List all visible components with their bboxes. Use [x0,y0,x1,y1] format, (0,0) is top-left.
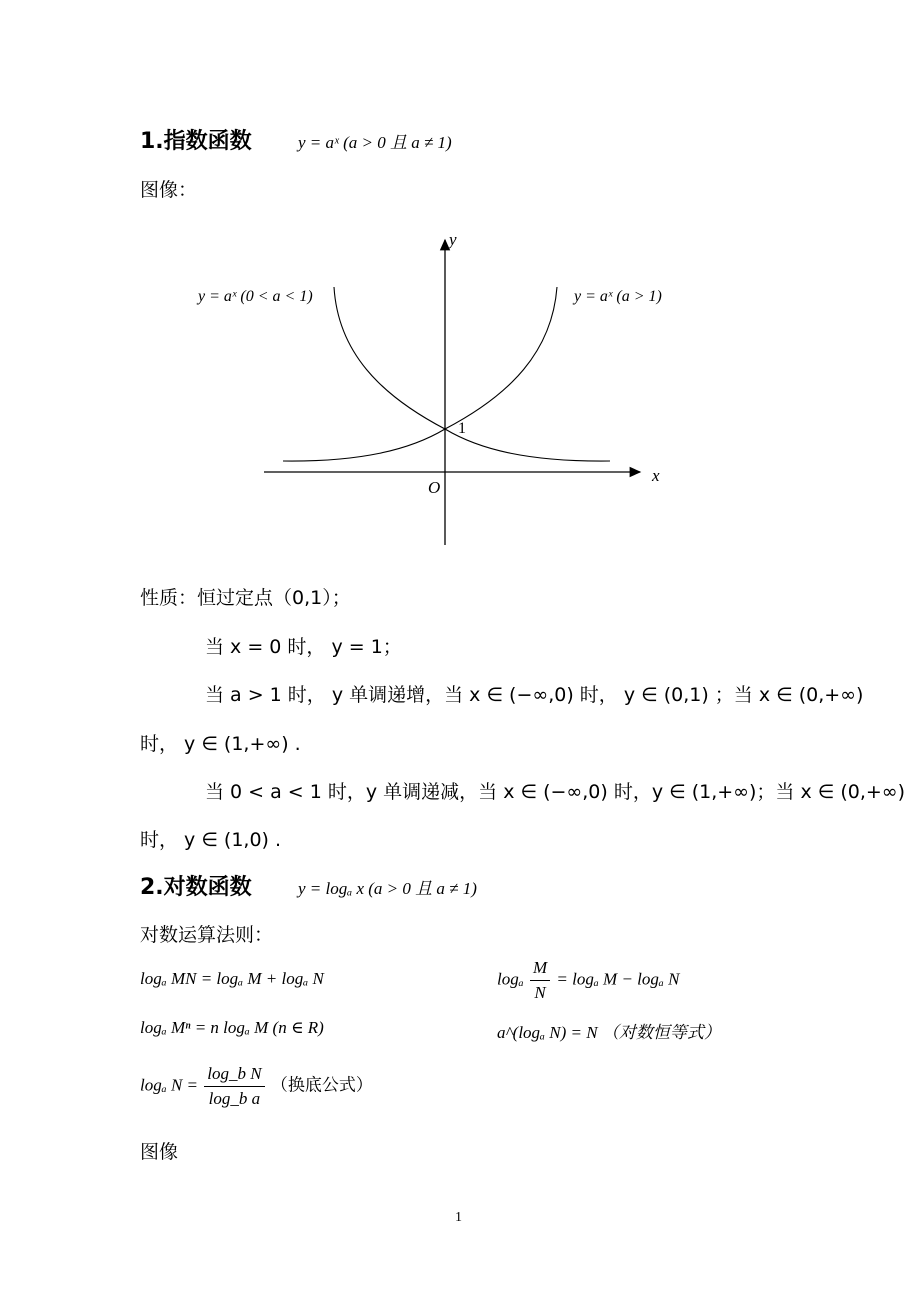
section2-heading: 2.对数函数 [140,875,252,900]
intercept-label: 1 [458,420,466,437]
rule-quotient-prefix: logₐ [497,969,524,989]
section2-formula: y = logₐ x (a > 0 且 a ≠ 1) [298,879,477,898]
rules-title: 对数运算法则： [140,924,274,946]
y-axis-label: y [449,230,457,249]
left-curve-label: y = aˣ (0 < a < 1) [198,288,313,305]
exponential-graph [0,0,920,560]
x-axis-label: x [652,466,660,485]
rule-base-numerator: log_b N [204,1062,264,1087]
section2-graph-caption: 图像 [140,1141,179,1163]
rule-identity: a^(logₐ N) = N （对数恒等式） [497,1023,721,1042]
property-line-5: 当 0 < a < 1 时，y 单调递减，当 x ∈ (−∞,0) 时，y ∈ (1,+∞)；当 x ∈ (0,+∞) [205,781,906,803]
rule-change-of-base [140,1062,373,1111]
rule-base-denominator: log_b a [208,1089,261,1108]
curve-a-greater-than-1 [283,287,557,461]
rule-product: logₐ MN = logₐ M + logₐ N [140,969,324,988]
rule-quotient [497,956,679,1005]
page-number: 1 [455,1210,462,1225]
property-line-2: 当 x = 0 时， y = 1； [205,636,402,658]
rule-base-prefix: logₐ N = [140,1075,199,1095]
property-line-6: 时， y ∈ (1,0) . [140,829,282,851]
rule-quotient-denominator: N [534,983,546,1002]
rule-base-suffix: （换底公式） [270,1075,373,1096]
section1-formula: y = aˣ (a > 0 且 a ≠ 1) [298,133,452,152]
rule-quotient-numerator: M [530,956,550,981]
rule-base-fraction [204,1062,264,1111]
rule-power: logₐ Mⁿ = n logₐ M (n ∈ R) [140,1018,324,1037]
right-curve-label: y = aˣ (a > 1) [574,288,662,305]
property-line-4: 时， y ∈ (1,+∞) . [140,733,301,755]
origin-label: O [428,478,441,497]
section1-heading: 1.指数函数 [140,129,252,154]
property-line-1: 性质：恒过定点（0,1）； [140,587,351,609]
rule-quotient-fraction [530,956,550,1005]
rule-quotient-suffix: = logₐ M − logₐ N [556,969,680,989]
section1-graph-caption: 图像： [140,179,198,201]
property-line-3: 当 a > 1 时， y 单调递增，当 x ∈ (−∞,0) 时， y ∈ (0,1) ；当 x ∈ (0,+∞) [205,684,864,706]
curve-a-between-0-and-1 [334,287,610,461]
